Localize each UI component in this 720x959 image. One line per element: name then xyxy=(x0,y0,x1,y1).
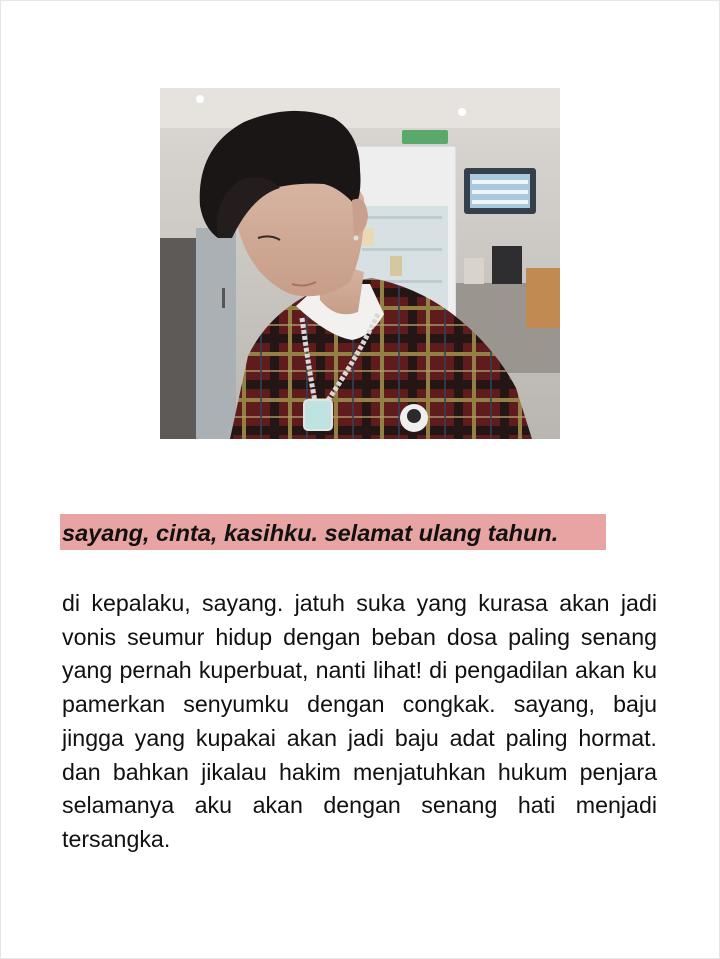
portrait-photo xyxy=(160,88,560,439)
poem-paragraph: di kepalaku, sayang. jatuh suka yang kurasa akan jadi vonis seumur hidup dengan beban dosa paling senang yang pernah kuperbuat, nanti lihat! di pengadilan akan ku pamerkan senyumku dengan congkak. sayang, baju jingga yang kupakai akan jadi baju adat paling hormat. dan bahkan jikalau hakim menjatuhkan hukum penjara selamanya aku akan dengan senang hati menjadi tersangka. xyxy=(62,590,657,852)
heading-text: sayang, cinta, kasihku. selamat ulang tahun. xyxy=(62,520,559,546)
